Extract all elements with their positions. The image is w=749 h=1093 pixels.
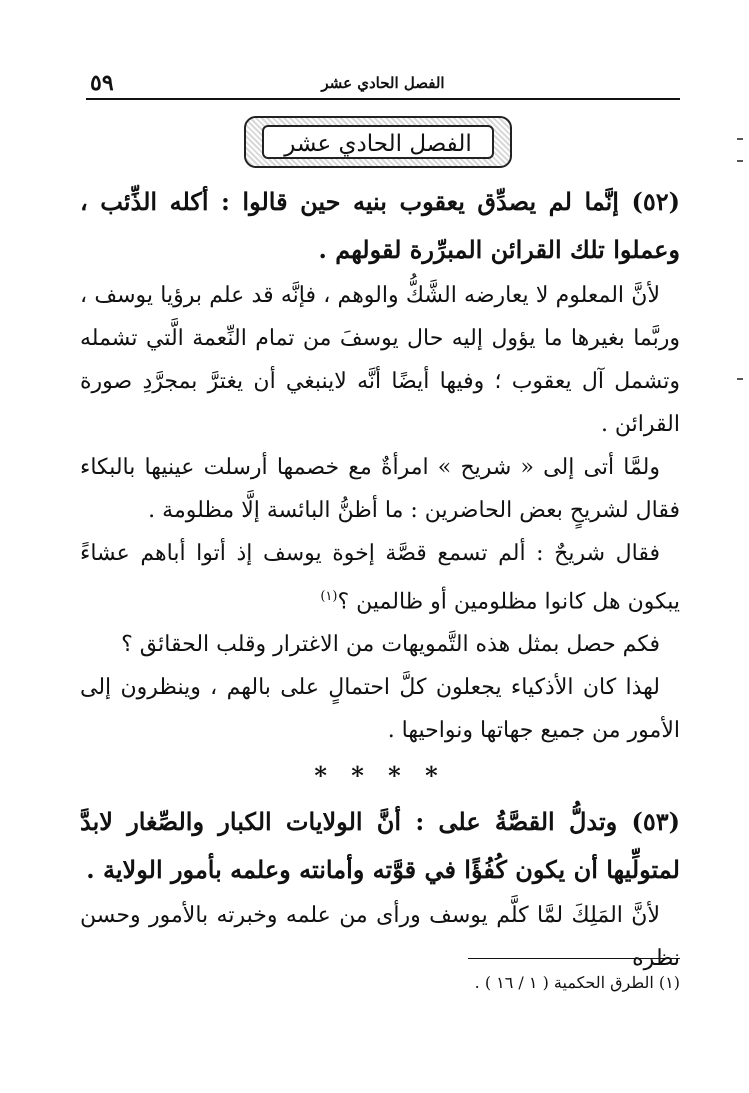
paragraph: [80, 532, 680, 623]
footnote-marker: (١): [320, 589, 338, 604]
margin-mark: [737, 160, 743, 162]
paragraph: لأنَّ المعلوم لا يعارضه الشَّكُّ والوهم ، فإنَّه قد علم برؤيا يوسف ، وربَّما بغيرها ما يؤول إليه حال يوسفَ من تمام النِّعمة الَّتي تشمله وتشمل آل يعقوب ؛ وفيها أيضًا أنَّه لاينبغي أن يغترَّ بمجرَّدِ صورة القرائن .: [80, 283, 680, 437]
paragraph-text: فقال شريحٌ : ألم تسمع قصَّة إخوة يوسف إذ أتوا أباهم عشاءً يبكون هل كانوا مظلومين أو ظالمين ؟: [80, 541, 680, 615]
margin-mark: [737, 378, 743, 380]
running-title: الفصل الحادي عشر: [321, 74, 445, 92]
section-separator: * * * *: [314, 761, 446, 791]
page-header: [86, 68, 680, 100]
paragraph: ولمَّا أتى إلى « شريح » امرأةٌ مع خصمها أرسلت عينيها بالبكاء فقال لشريحٍ بعض الحاضرين : ما أظنُّ البائسة إلَّا مظلومة .: [80, 455, 680, 523]
paragraph: لأنَّ المَلِكَ لمَّا كلَّم يوسف ورأى من علمه وخبرته بالأمور وحسن نظره: [80, 903, 680, 972]
page-body: [80, 178, 680, 980]
footnote-divider: [468, 958, 680, 959]
paragraph: لهذا كان الأذكياء يجعلون كلَّ احتمالٍ على بالهم ، وينظرون إلى الأمور من جميع جهاتها ونواحيها .: [80, 675, 680, 744]
paragraph: فكم حصل بمثل هذه التَّمويهات من الاغترار وقلب الحقائق ؟: [121, 632, 660, 658]
margin-mark: [737, 138, 743, 140]
paragraph-53-heading: (٥٣) وتدلُّ القصَّةُ على : أنَّ الولايات الكبار والصِّغار لابدَّ لمتولِّيها أن يكون كُفُؤًا في قوَّته وأمانته وعلمه بأمور الولاية .: [80, 807, 680, 885]
paragraph-52-heading: (٥٢) إنَّما لم يصدِّق يعقوب بنيه حين قالوا : أكله الذِّئب ، وعملوا تلك القرائن المبرِّرة لقولهم .: [80, 187, 680, 264]
chapter-title-frame: [244, 116, 512, 168]
footnote: (١) الطرق الحكمية ( ١ / ١٦ ) .: [474, 973, 680, 992]
page-number: ٥٩: [90, 70, 114, 96]
chapter-title: الفصل الحادي عشر: [262, 125, 494, 159]
